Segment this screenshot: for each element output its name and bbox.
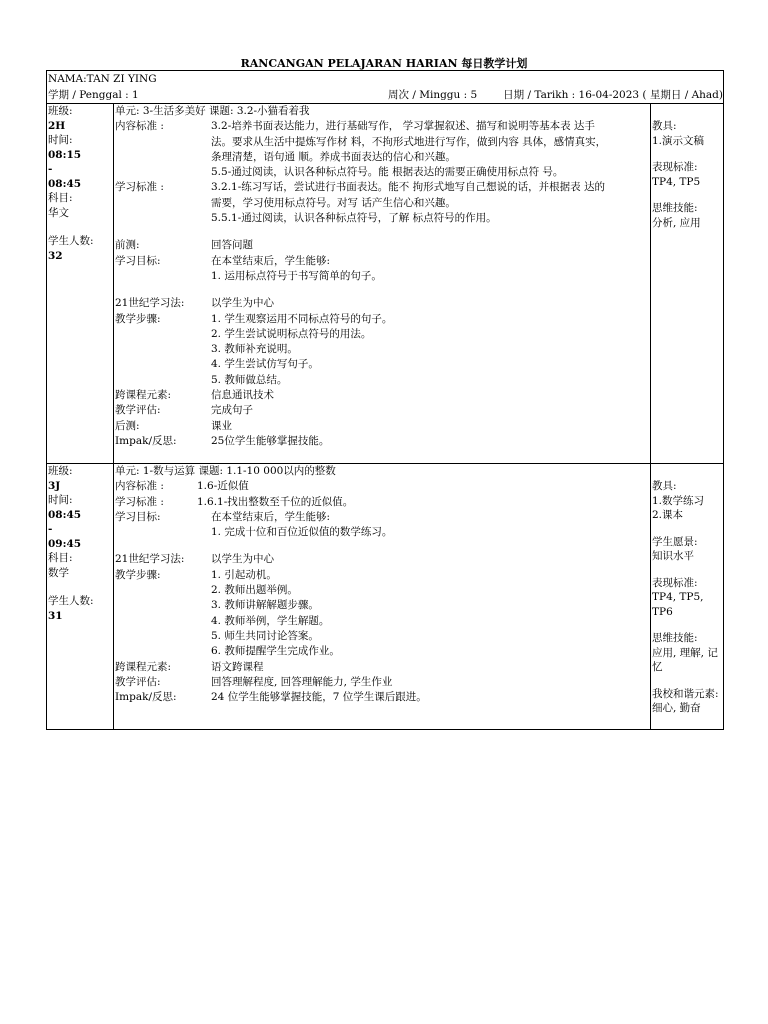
school-values-value: 细心, 勤奋 — [652, 702, 701, 714]
step-item: 2. 学生尝试说明标点符号的用法。 — [211, 327, 372, 340]
lesson-2-content — [115, 464, 649, 705]
step-item: 6. 教师提醒学生完成作业。 — [211, 645, 340, 658]
page-title: RANCANGAN PELAJARAN HARIAN 每日教学计划 — [240, 57, 528, 70]
tools-item: 1.数学练习 — [652, 494, 705, 507]
cross-curricular-label: 跨课程元素: — [115, 389, 172, 402]
column-divider — [650, 103, 651, 729]
content-standard-line: 3.2-培养书面表达能力，进行基础写作， 学习掌握叙述、描写和说明等基本表 达手 — [211, 120, 595, 133]
term-row — [47, 87, 723, 103]
class-value: 3J — [48, 479, 61, 492]
objective-label: 学习目标: — [115, 510, 161, 523]
step-item: 3. 教师补充说明。 — [211, 343, 298, 356]
student-aspiration-value: 知识水平 — [652, 550, 694, 562]
step-item: 1. 学生观察运用不同标点符号的句子。 — [211, 312, 393, 325]
posttest-label: 后测: — [115, 419, 140, 432]
pretest-label: 前测: — [115, 239, 140, 252]
content-standard-line: 法。要求从生活中提炼写作材 料，不拘形式地进行写作，做到内容 具体，感情真实， — [211, 135, 607, 148]
unit-title: 单元: 3-生活多美好 课题: 3.2-小猫看着我 — [115, 105, 310, 117]
steps-label: 教学步骤: — [115, 568, 161, 581]
objective-item: 1. 完成十位和百位近似值的数学练习。 — [211, 526, 393, 539]
students-value: 32 — [48, 249, 63, 262]
column-divider — [113, 103, 114, 729]
students-label: 学生人数: — [48, 595, 94, 607]
term: 学期 / Penggal : 1 — [48, 89, 139, 101]
students-label: 学生人数: — [48, 235, 94, 247]
step-item: 5. 教师做总结。 — [211, 373, 288, 386]
time-end: 09:45 — [48, 537, 82, 550]
thinking-skills-label: 思维技能: — [652, 202, 698, 214]
impact-label: Impak/反思: — [115, 434, 177, 447]
thinking-skills-value: 分析, 应用 — [652, 216, 701, 229]
method-value: 以学生为中心 — [211, 553, 274, 566]
time-dash: - — [48, 523, 53, 535]
evaluation-value: 回答理解程度, 回答理解能力, 学生作业 — [211, 675, 393, 688]
step-item: 3. 教师讲解解题步骤。 — [211, 599, 319, 612]
content-standard-line: 条理清楚，语句通 顺。养成书面表达的信心和兴趣。 — [211, 150, 456, 163]
steps-label: 教学步骤: — [115, 312, 161, 325]
performance-value: TP4, TP5, TP6 — [652, 591, 704, 618]
subject-label: 科目: — [48, 192, 73, 204]
time-label: 时间: — [48, 134, 73, 146]
time-start: 08:45 — [48, 508, 82, 521]
students-value: 31 — [48, 609, 63, 622]
subject-value: 数学 — [48, 566, 69, 579]
subject-label: 科目: — [48, 552, 73, 564]
objective-item: 1. 运用标点符号于书写简单的句子。 — [211, 269, 382, 282]
time-end: 08:45 — [48, 177, 82, 190]
tools-label: 教具: — [652, 120, 677, 132]
lesson-1-info — [48, 104, 112, 263]
lesson-1-content — [115, 104, 649, 449]
unit-title: 单元: 1-数与运算 课题: 1.1-10 000以内的整数 — [115, 465, 336, 477]
class-value: 2H — [48, 119, 66, 132]
learning-standard-line: 需要，学习使用标点符号。对写 话产生信心和兴趣。 — [211, 196, 456, 209]
tools-item: 1.演示文稿 — [652, 134, 705, 147]
time-start: 08:15 — [48, 148, 82, 161]
week: 周次 / Minggu : 5 — [388, 89, 478, 101]
lesson-2-resources — [652, 464, 724, 716]
step-item: 2. 教师出题举例。 — [211, 584, 298, 597]
class-label: 班级: — [48, 105, 73, 117]
step-item: 5. 师生共同讨论答案。 — [211, 629, 319, 642]
subject-value: 华文 — [48, 206, 69, 219]
step-item: 1. 引起动机。 — [211, 568, 277, 581]
evaluation-label: 教学评估: — [115, 675, 161, 688]
step-item: 4. 教师举例，学生解题。 — [211, 614, 330, 627]
cross-curricular-value: 语文跨课程 — [211, 660, 264, 673]
content-standard-label: 内容标准 : — [115, 120, 164, 133]
impact-value: 25位学生能够掌握技能。 — [211, 434, 330, 447]
learning-standard-line: 5.5.1-通过阅读，认识各种标点符号，了解 标点符号的作用。 — [211, 212, 497, 225]
evaluation-label: 教学评估: — [115, 404, 161, 417]
content-standard-value: 1.6-近似值 — [197, 480, 249, 493]
method-label: 21世纪学习法: — [115, 553, 185, 566]
posttest-value: 课业 — [211, 419, 232, 432]
performance-label: 表现标准: — [652, 161, 698, 173]
thinking-skills-value: 应用, 理解, 记忆 — [652, 646, 718, 673]
cross-curricular-value: 信息通讯技术 — [211, 389, 274, 402]
content-standard-line: 5.5-通过阅读，认识各种标点符号。能 根据表达的需要正确使用标点符 号。 — [211, 166, 564, 179]
school-values-label: 我校和谐元素: — [652, 687, 719, 700]
tools-item: 2.课本 — [652, 509, 684, 521]
method-value: 以学生为中心 — [211, 297, 274, 310]
class-label: 班级: — [48, 465, 73, 477]
learning-standard-value: 1.6.1-找出整数至千位的近似值。 — [197, 495, 354, 508]
step-item: 4. 学生尝试仿写句子。 — [211, 358, 319, 371]
evaluation-value: 完成句子 — [211, 404, 253, 417]
lesson-1-resources — [652, 104, 724, 230]
impact-value: 24 位学生能够掌握技能，7 位学生课后跟进。 — [211, 691, 427, 704]
objective-intro: 在本堂结束后，学生能够: — [211, 254, 331, 267]
method-label: 21世纪学习法: — [115, 297, 185, 310]
thinking-skills-label: 思维技能: — [652, 632, 698, 644]
objective-intro: 在本堂结束后，学生能够: — [211, 510, 331, 523]
lesson-2-info — [48, 464, 112, 623]
tools-label: 教具: — [652, 480, 677, 492]
time-dash: - — [48, 163, 53, 175]
learning-standard-line: 3.2.1-练习写话，尝试进行书面表达。能不 拘形式地写自己想说的话，并根据表 达的 — [211, 181, 605, 194]
teacher-name: NAMA:TAN ZI YING — [48, 73, 157, 85]
name-row — [47, 71, 723, 87]
date: 日期 / Tarikh : 16-04-2023 ( 星期日 / Ahad) — [503, 89, 723, 101]
learning-standard-label: 学习标准 : — [115, 495, 164, 508]
content-standard-label: 内容标准 : — [115, 480, 164, 493]
cross-curricular-label: 跨课程元素: — [115, 660, 172, 673]
pretest-value: 回答问题 — [211, 239, 253, 252]
impact-label: Impak/反思: — [115, 691, 177, 704]
performance-value: TP4, TP5 — [652, 175, 701, 188]
performance-label: 表现标准: — [652, 576, 698, 589]
lesson-plan-table — [46, 70, 724, 730]
time-label: 时间: — [48, 494, 73, 506]
student-aspiration-label: 学生愿景: — [652, 535, 698, 548]
learning-standard-label: 学习标准 : — [115, 181, 164, 194]
objective-label: 学习目标: — [115, 254, 161, 267]
